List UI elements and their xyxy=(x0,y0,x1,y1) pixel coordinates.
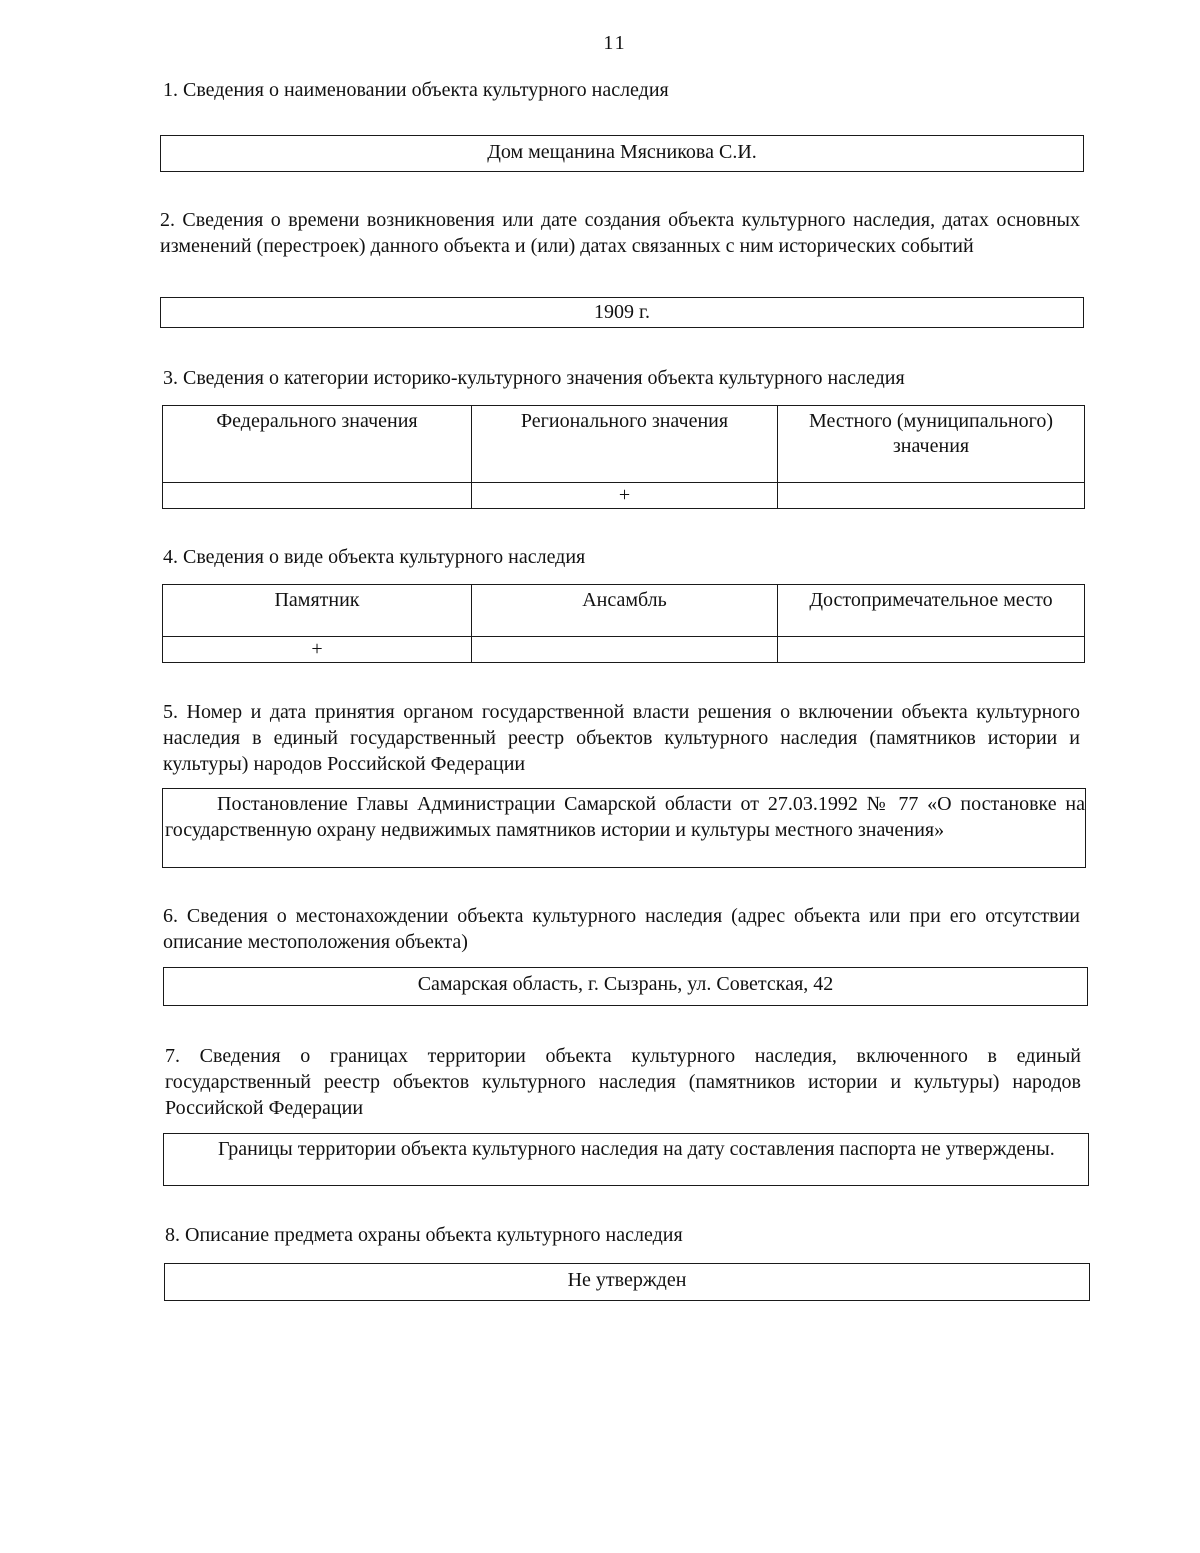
creation-date-box xyxy=(160,297,1084,328)
category-header-row xyxy=(163,406,1085,483)
type-monument-mark: + xyxy=(163,637,472,663)
category-federal-header: Федерального значения xyxy=(163,406,472,483)
category-local-header: Местного (муниципального) значения xyxy=(778,406,1085,483)
section-3-heading: 3. Сведения о категории историко-культурного значения объекта культурного наследия xyxy=(163,367,905,389)
section-7-heading: 7. Сведения о границах территории объекта культурного наследия, включенного в единый государственный реестр объектов культурного наследия (памятников истории и культуры) народов Российской Федерации xyxy=(165,1045,1081,1119)
category-regional-mark: + xyxy=(472,483,778,509)
category-local-mark xyxy=(778,483,1085,509)
type-landmark-mark xyxy=(778,637,1085,663)
type-monument-header: Памятник xyxy=(163,585,472,637)
section-1-heading: 1. Сведения о наименовании объекта культурного наследия xyxy=(163,79,669,101)
category-mark-row xyxy=(163,483,1085,509)
section-5-heading: 5. Номер и дата принятия органом государственной власти решения о включении объекта культурного наследия в единый государственный реестр объектов культурного наследия (памятников истории и культуры) народов Российской Федерации xyxy=(163,701,1080,775)
category-regional-header: Регионального значения xyxy=(472,406,778,483)
protection-subject-box xyxy=(164,1263,1090,1301)
address-box xyxy=(163,967,1088,1006)
territory-borders-box: Границы территории объекта культурного наследия на дату составления паспорта не утверждены. xyxy=(163,1133,1089,1186)
category-table xyxy=(162,405,1085,509)
section-6-heading: 6. Сведения о местонахождении объекта культурного наследия (адрес объекта или при его отсутствии описание местоположения объекта) xyxy=(163,905,1080,953)
section-2-heading: 2. Сведения о времени возникновения или дате создания объекта культурного наследия, датах основных изменений (перестроек) данного объекта и (или) датах связанных с ним исторических событий xyxy=(160,209,1080,257)
registry-decision-box: Постановление Главы Администрации Самарской области от 27.03.1992 № 77 «О постановке на государственную охрану недвижимых памятников истории и культуры местного значения» xyxy=(162,788,1086,868)
page-number: 11 xyxy=(603,32,627,54)
address-value: Самарская область, г. Сызрань, ул. Советская, 42 xyxy=(417,973,834,995)
type-landmark-header: Достопримечательное место xyxy=(778,585,1085,637)
object-name-value: Дом мещанина Мясникова С.И. xyxy=(487,141,757,163)
type-mark-row xyxy=(163,637,1085,663)
type-table xyxy=(162,584,1085,663)
protection-subject-value: Не утвержден xyxy=(567,1269,687,1291)
object-name-box xyxy=(160,135,1084,172)
category-federal-mark xyxy=(163,483,472,509)
type-ensemble-mark xyxy=(472,637,778,663)
type-header-row xyxy=(163,585,1085,637)
type-ensemble-header: Ансамбль xyxy=(472,585,778,637)
section-4-heading: 4. Сведения о виде объекта культурного наследия xyxy=(163,546,586,568)
section-8-heading: 8. Описание предмета охраны объекта культурного наследия xyxy=(165,1224,683,1246)
creation-date-value: 1909 г. xyxy=(594,301,650,323)
